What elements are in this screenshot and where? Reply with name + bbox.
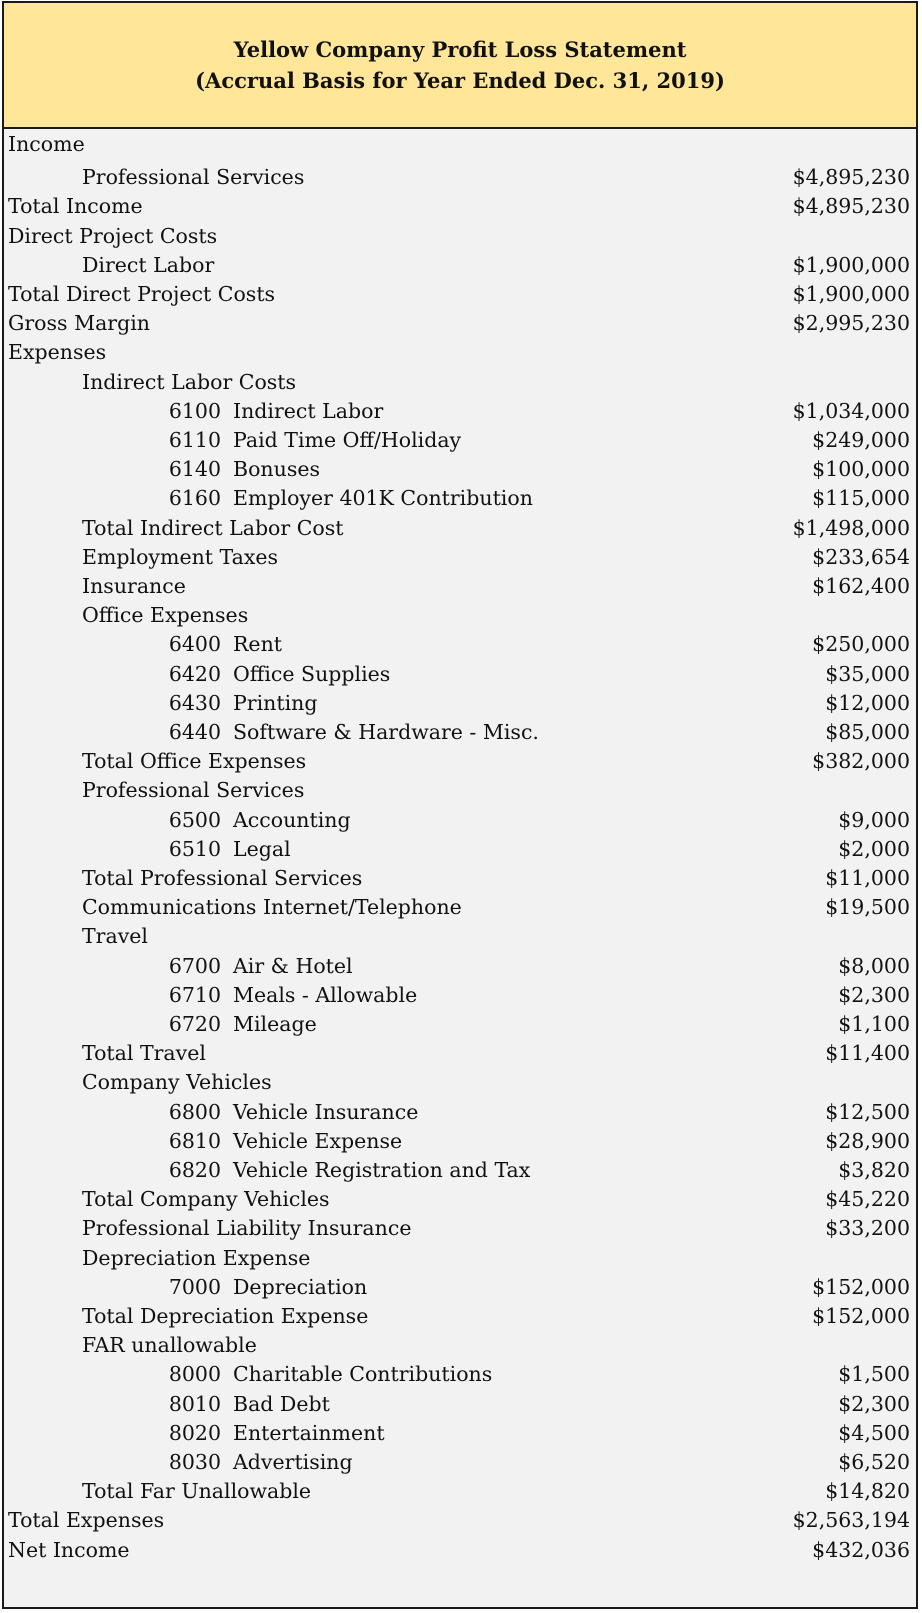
account-code: 6440: [168, 720, 221, 744]
line-item-label: Direct Project Costs: [8, 223, 218, 248]
line-item-label: Professional Liability Insurance: [82, 1216, 412, 1241]
statement-row: [4, 600, 916, 630]
line-item-label: Total Depreciation Expense: [82, 1304, 369, 1328]
line-item-amount: $9,000: [838, 807, 910, 832]
line-item-label: Office Expenses: [82, 603, 249, 628]
line-item-amount: $1,900,000: [792, 282, 910, 306]
statement-row: [4, 1184, 916, 1214]
line-item-amount: $6,520: [838, 1450, 910, 1474]
statement-row: [4, 805, 916, 835]
statement-row: [4, 1447, 916, 1477]
statement-row: [4, 1330, 916, 1360]
line-item-label: Mileage: [233, 1012, 317, 1036]
statement-row: [4, 367, 916, 397]
statement-row: [4, 1535, 916, 1565]
line-item-label: Net Income: [8, 1537, 130, 1562]
account-code: 8020: [168, 1420, 221, 1445]
line-item-label: Professional Services: [82, 165, 305, 190]
account-code: 6110: [168, 428, 221, 452]
line-item-amount: $14,820: [825, 1479, 910, 1504]
line-item-label: Total Professional Services: [82, 866, 363, 890]
line-item-amount: $250,000: [812, 632, 910, 657]
account-code: 6810: [168, 1128, 221, 1153]
statement-row: [4, 746, 916, 776]
line-item-label: Insurance: [82, 574, 186, 598]
line-item-amount: $8,000: [838, 953, 910, 978]
line-item-label: Direct Labor: [82, 252, 215, 277]
line-item-amount: $12,000: [825, 690, 910, 715]
line-item-amount: $12,500: [825, 1099, 910, 1124]
line-item-label: Software & Hardware - Misc.: [233, 720, 539, 744]
line-item-amount: $432,036: [812, 1537, 910, 1562]
line-item-label: Expenses: [8, 340, 107, 365]
line-item-amount: $11,000: [825, 866, 910, 890]
statement-row: [4, 129, 916, 159]
account-code: 6420: [168, 661, 221, 686]
line-item-amount: $35,000: [825, 661, 910, 686]
statement-row: [4, 425, 916, 455]
line-item-label: Total Income: [8, 194, 143, 219]
statement-row: [4, 834, 916, 864]
line-item-label: Income: [8, 132, 85, 156]
line-item-label: Total Direct Project Costs: [8, 282, 276, 306]
line-item-amount: $233,654: [812, 544, 910, 569]
statement-row: [4, 717, 916, 747]
statement-row: [4, 1476, 916, 1506]
account-code: 6500: [168, 807, 221, 832]
line-item-amount: $1,498,000: [792, 515, 910, 540]
statement-row: [4, 279, 916, 309]
statement-row: [4, 308, 916, 338]
account-code: 8030: [168, 1450, 221, 1474]
line-item-label: Professional Services: [82, 778, 305, 803]
statement-row: [4, 1009, 916, 1039]
line-item-amount: $1,034,000: [792, 398, 910, 423]
account-code: 6430: [168, 690, 221, 715]
line-item-label: Office Supplies: [233, 661, 391, 686]
statement-row: [4, 629, 916, 659]
statement-title: Yellow Company Profit Loss Statement: [233, 37, 687, 62]
statement-row: [4, 921, 916, 951]
statement-row: [4, 1243, 916, 1273]
account-code: 6160: [168, 486, 221, 511]
statement-row: [4, 1272, 916, 1302]
statement-row: [4, 454, 916, 484]
line-item-amount: $4,500: [838, 1420, 910, 1445]
line-item-amount: $33,200: [825, 1216, 910, 1241]
account-code: 6720: [168, 1012, 221, 1036]
statement-row: [4, 659, 916, 689]
line-item-label: Rent: [233, 632, 283, 657]
statement-row: [4, 688, 916, 718]
line-item-label: Indirect Labor Costs: [82, 369, 297, 394]
line-item-label: Bad Debt: [233, 1391, 330, 1416]
line-item-label: Accounting: [233, 807, 351, 832]
line-item-label: Total Far Unallowable: [82, 1479, 312, 1504]
statement-row: [4, 221, 916, 251]
statement-row: [4, 483, 916, 513]
line-item-amount: $4,895,230: [792, 165, 910, 190]
statement-row: [4, 396, 916, 426]
line-item-label: Employment Taxes: [82, 544, 279, 569]
account-code: 6140: [168, 457, 221, 482]
line-item-label: Total Office Expenses: [82, 749, 307, 774]
account-code: 6710: [168, 982, 221, 1007]
line-item-amount: $382,000: [812, 749, 910, 774]
line-item-label: Bonuses: [233, 457, 320, 482]
line-item-amount: $2,300: [838, 982, 910, 1007]
line-item-amount: $11,400: [825, 1041, 910, 1066]
line-item-label: Depreciation Expense: [82, 1245, 311, 1270]
line-item-label: Meals - Allowable: [233, 982, 418, 1007]
statement-subtitle: (Accrual Basis for Year Ended Dec. 31, 2019): [195, 68, 725, 93]
statement-row: [4, 1359, 916, 1389]
account-code: 8010: [168, 1391, 221, 1416]
line-item-label: Travel: [82, 924, 148, 949]
statement-row: [4, 1418, 916, 1448]
line-item-label: Communications Internet/Telephone: [82, 895, 462, 920]
line-item-label: Employer 401K Contribution: [233, 486, 533, 511]
statement-row: [4, 775, 916, 805]
statement-row: [4, 162, 916, 192]
line-item-amount: $85,000: [825, 720, 910, 744]
line-item-amount: $1,100: [838, 1012, 910, 1036]
line-item-label: Gross Margin: [8, 311, 150, 336]
account-code: 8000: [168, 1362, 221, 1387]
statement-row: [4, 513, 916, 543]
statement-row: [4, 892, 916, 922]
statement-row: [4, 1505, 916, 1535]
statement-row: [4, 571, 916, 601]
statement-row: [4, 542, 916, 572]
account-code: 7000: [168, 1274, 221, 1299]
line-item-amount: $28,900: [825, 1128, 910, 1153]
line-item-label: FAR unallowable: [82, 1333, 257, 1358]
line-item-label: Printing: [233, 690, 318, 715]
line-item-label: Company Vehicles: [82, 1070, 272, 1095]
line-item-amount: $45,220: [825, 1187, 910, 1212]
line-item-label: Indirect Labor: [233, 398, 384, 423]
line-item-label: Vehicle Registration and Tax: [233, 1158, 531, 1182]
line-item-amount: $1,900,000: [792, 252, 910, 277]
line-item-amount: $249,000: [812, 428, 910, 452]
line-item-label: Entertainment: [233, 1420, 385, 1445]
line-item-amount: $2,300: [838, 1391, 910, 1416]
line-item-amount: $152,000: [812, 1304, 910, 1328]
statement-row: [4, 1155, 916, 1185]
statement-row: [4, 1038, 916, 1068]
statement-row: [4, 1301, 916, 1331]
line-item-amount: $152,000: [812, 1274, 910, 1299]
statement-header: [4, 3, 916, 129]
line-item-amount: $2,563,194: [792, 1508, 910, 1533]
account-code: 6100: [168, 398, 221, 423]
statement-row: [4, 337, 916, 367]
statement-row: [4, 191, 916, 221]
line-item-amount: $1,500: [838, 1362, 910, 1387]
account-code: 6400: [168, 632, 221, 657]
line-item-label: Total Company Vehicles: [82, 1187, 330, 1212]
line-item-amount: $4,895,230: [792, 194, 910, 219]
statement-row: [4, 1213, 916, 1243]
statement-row: [4, 951, 916, 981]
line-item-amount: $19,500: [825, 895, 910, 920]
line-item-label: Advertising: [233, 1450, 353, 1474]
line-item-label: Air & Hotel: [233, 953, 353, 978]
line-item-label: Charitable Contributions: [233, 1362, 493, 1387]
line-item-label: Legal: [233, 836, 291, 861]
statement-row: [4, 980, 916, 1010]
statement-row: [4, 1126, 916, 1156]
line-item-label: Vehicle Expense: [233, 1128, 403, 1153]
statement-row: [4, 1097, 916, 1127]
statement-row: [4, 1389, 916, 1419]
account-code: 6820: [168, 1158, 221, 1182]
line-item-label: Total Indirect Labor Cost: [82, 515, 344, 540]
line-item-amount: $100,000: [812, 457, 910, 482]
account-code: 6800: [168, 1099, 221, 1124]
line-item-label: Total Expenses: [8, 1508, 165, 1533]
line-item-amount: $3,820: [838, 1158, 910, 1182]
line-item-label: Vehicle Insurance: [233, 1099, 419, 1124]
line-item-amount: $162,400: [812, 574, 910, 598]
statement-row: [4, 250, 916, 280]
account-code: 6700: [168, 953, 221, 978]
line-item-label: Total Travel: [82, 1041, 206, 1066]
account-code: 6510: [168, 836, 221, 861]
statement-row: [4, 1067, 916, 1097]
line-item-label: Depreciation: [233, 1274, 368, 1299]
profit-loss-statement: [2, 1, 918, 1609]
line-item-amount: $2,000: [838, 836, 910, 861]
line-item-amount: $2,995,230: [792, 311, 910, 336]
line-item-label: Paid Time Off/Holiday: [233, 428, 462, 452]
statement-row: [4, 863, 916, 893]
line-item-amount: $115,000: [812, 486, 910, 511]
